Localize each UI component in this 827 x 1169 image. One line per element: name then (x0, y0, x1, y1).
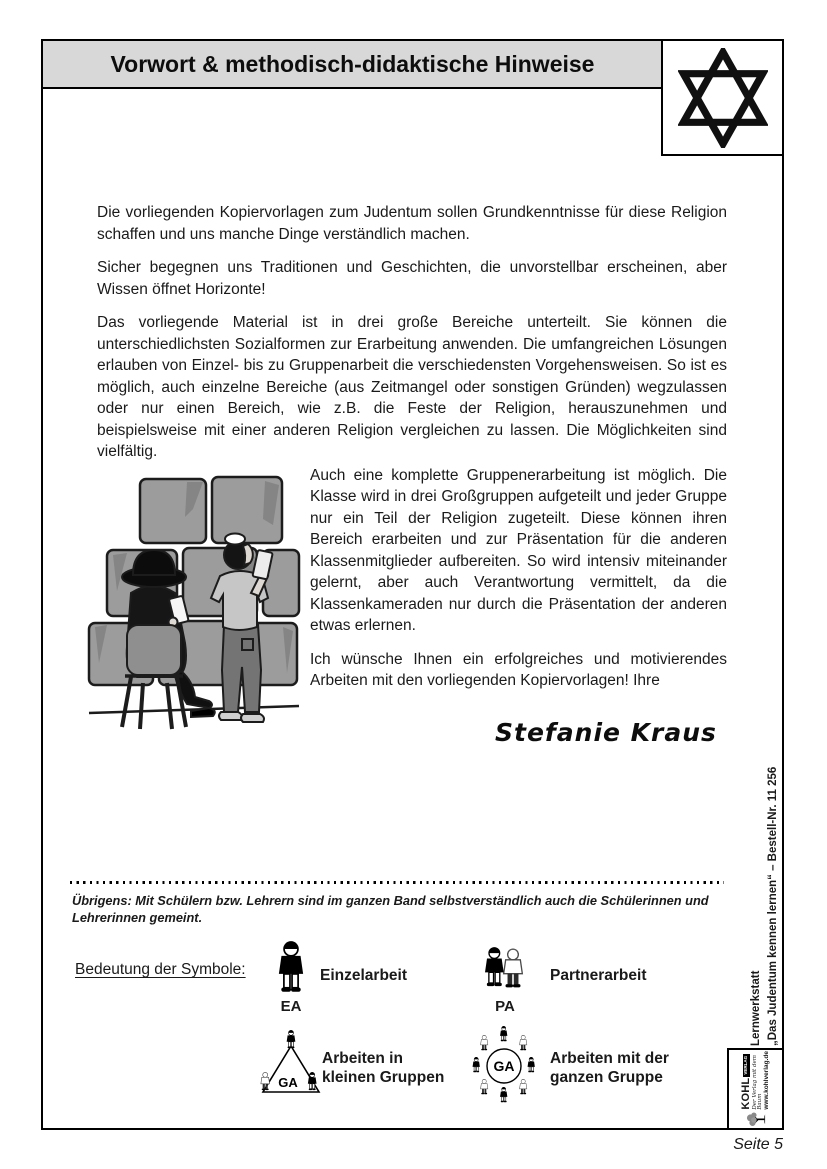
sidebar-imprint (748, 716, 782, 1046)
intro-paragraph-1: Die vorliegenden Kopiervorlagen zum Judentum sollen Grundkenntnisse für diese Religion schaffen und uns manche Dinge verständlich machen. (97, 204, 727, 243)
symbols-heading: Bedeutung der Symbole: (75, 961, 246, 978)
publisher-chip: VERLAG (742, 1055, 748, 1075)
publisher-name: KOHL (739, 1077, 752, 1110)
dotted-separator (70, 881, 724, 884)
right-text-column (310, 465, 727, 747)
publisher-logo (731, 1051, 781, 1127)
illustration-and-text-row (97, 465, 727, 747)
publisher-website: www.kohlverlag.de (762, 1051, 770, 1110)
symbol-ea-abbr: EA (280, 998, 302, 1015)
western-wall-prayer-illustration (87, 473, 301, 735)
symbol-ga-small-abbr: GA (278, 1075, 298, 1090)
pair-persons-icon (481, 941, 529, 993)
page-title: Vorwort & methodisch-didaktische Hinweise (110, 50, 595, 77)
publisher-tagline: Der Verlag mit dem Baum (751, 1055, 763, 1110)
intro-paragraph-2: Sicher begegnen uns Traditionen und Geschichten, die unvorstellbar erscheinen, aber Wissen öffnet Horizonte! (97, 259, 727, 298)
star-of-david-icon (678, 48, 768, 148)
symbol-ga-small (259, 1030, 323, 1105)
page-header (41, 39, 664, 89)
circle-group-icon (466, 1026, 542, 1106)
symbol-ga-small-label: Arbeiten in kleinen Gruppen (322, 1050, 445, 1086)
triangle-group-icon (259, 1030, 323, 1100)
publisher-logo-box (727, 1048, 784, 1130)
sidebar-series: Lernwerkstatt (750, 970, 762, 1046)
symbol-ga-large (466, 1026, 542, 1111)
symbol-pa-abbr: PA (495, 998, 515, 1015)
author-signature: Stefanie Kraus (495, 717, 717, 747)
closing-paragraph: Ich wünsche Ihnen ein erfolgreiches und motivierendes Arbeiten mit den vorliegenden Kopiervorlagen! Ihre (310, 650, 727, 689)
symbol-pa-label: Partnerarbeit (550, 967, 647, 984)
sidebar-volume: „Das Judentum kennen lernen“ – Bestell-Nr. 11 256 (767, 766, 779, 1046)
tree-icon (743, 1112, 769, 1127)
body-text (97, 202, 727, 747)
symbol-ga-large-label: Arbeiten mit der ganzen Gruppe (550, 1050, 669, 1086)
single-person-icon (273, 941, 309, 993)
gender-note: Übrigens: Mit Schülern bzw. Lehrern sind im ganzen Band selbstverständlich auch die Schülerinnen und Lehrerinnen gemeint. (72, 893, 709, 925)
group-work-paragraph: Auch eine komplette Gruppenerarbeitung ist möglich. Die Klasse wird in drei Großgruppen aufgeteilt und jeder Gruppe nur ein Teil der Religion zugeteilt. Diese können ihren Bereich erarbeiten und zur Präsentation für die anderen Klassenmitglieder aufbereiten. So wird intensiv miteinander gelernt, aber auch Verantwortung vermittelt, da die Klassenkameraden nur durch die Präsentation der anderen etwas erlernen. (310, 466, 727, 634)
symbol-ea (273, 941, 309, 1015)
symbol-ea-label: Einzelarbeit (320, 967, 407, 984)
symbol-pa (481, 941, 529, 1015)
intro-paragraph-3: Das vorliegende Material ist in drei große Bereiche unterteilt. Sie können die unterschiedlichsten Sozialformen zur Erarbeitung anwenden. Die umfangreichen Lösungen erlauben von Einzel- bis zu Gruppenarbeit die verschiedensten Vorgehensweisen. So ist es möglich, auch einzelne Bereiche (aus Zeitmangel oder sonstigen Gründen) wegzulassen oder nur einen Bereich, wie z.B. die Feste der Religion, herauszunehmen und beispielsweise mit einer anderen Religion vergleichen zu lassen. Die Möglichkeiten sind vielfältig. (97, 314, 727, 460)
symbol-ga-large-abbr: GA (493, 1058, 515, 1074)
page-number: Seite 5 (733, 1136, 783, 1153)
star-of-david-box (661, 39, 784, 156)
